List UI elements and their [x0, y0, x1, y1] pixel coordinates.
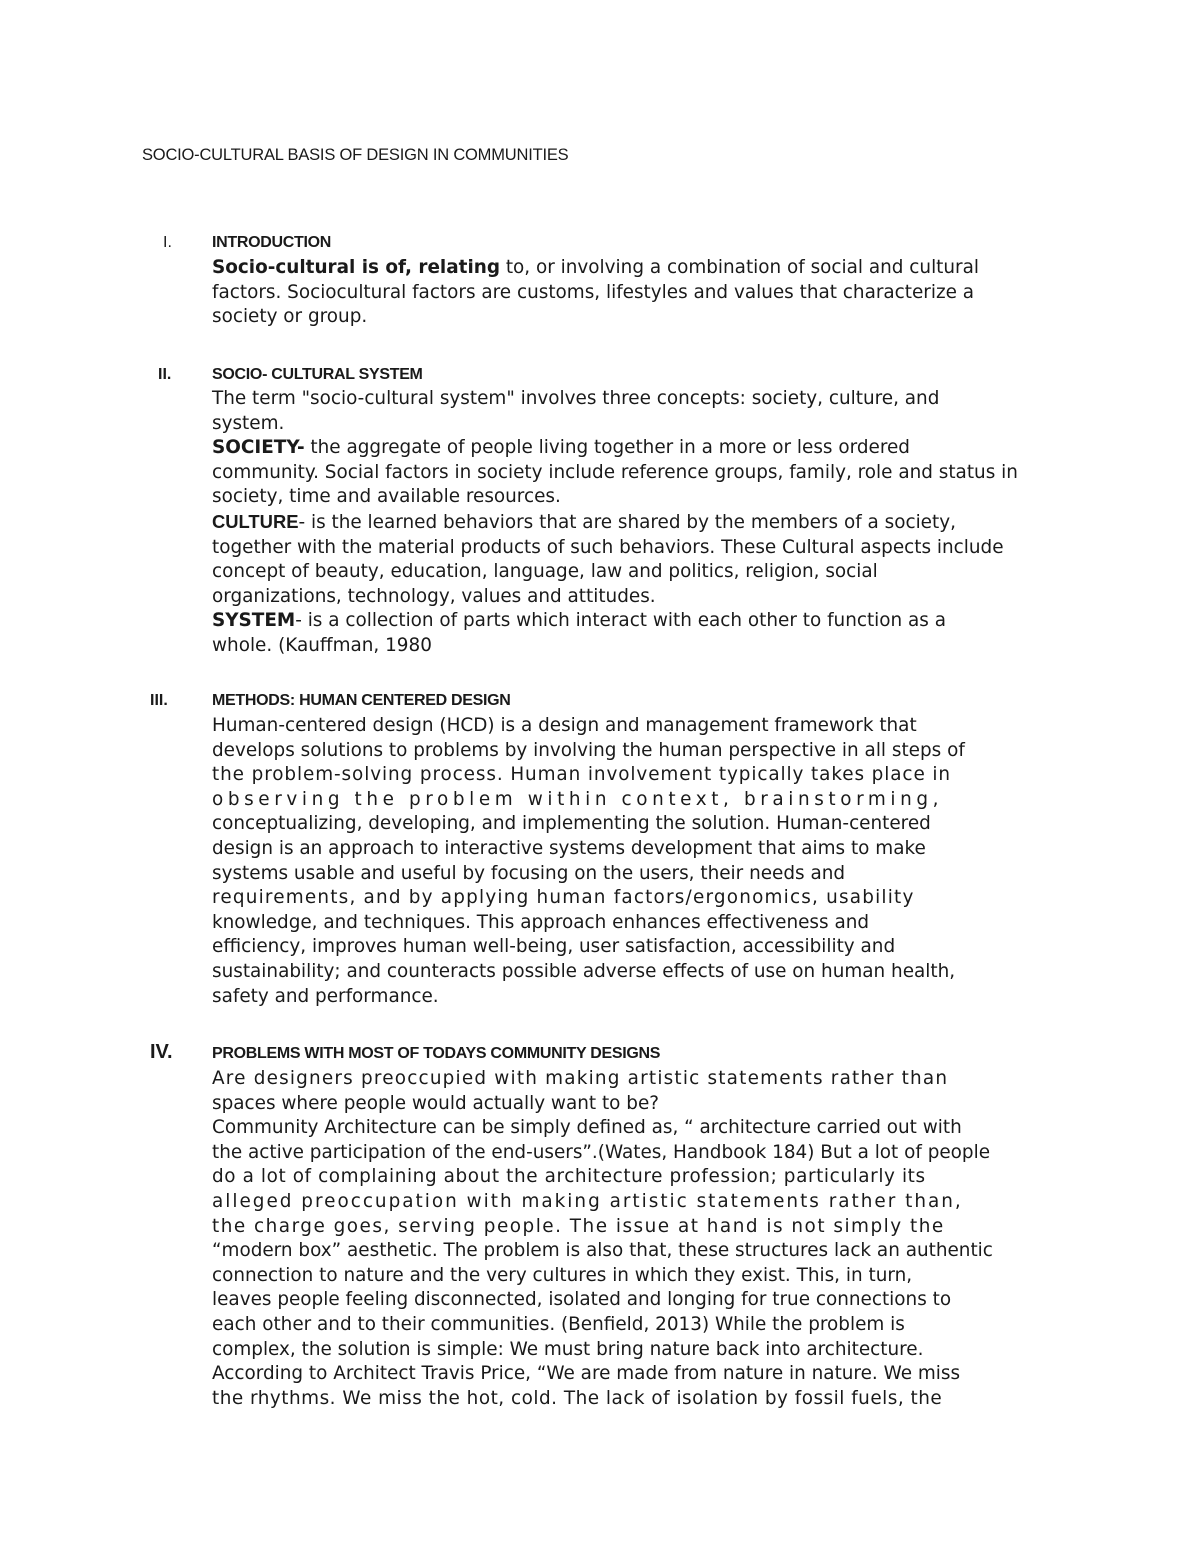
paragraph-line: the rhythms. We miss the hot, cold. The lack of isolation by fossil fuels, the — [212, 1387, 943, 1409]
section-heading: METHODS: HUMAN CENTERED DESIGN — [212, 692, 511, 709]
paragraph-line: knowledge, and techniques. This approach enhances effectiveness and — [212, 911, 870, 933]
paragraph-line: system. — [212, 412, 285, 434]
paragraph-line: spaces where people would actually want to be? — [212, 1092, 660, 1114]
section-body — [212, 387, 1072, 659]
paragraph-line: Human-centered design (HCD) is a design and management framework that — [212, 715, 917, 736]
paragraph-line: society, time and available resources. — [212, 486, 561, 508]
paragraph-line: community. Social factors in society include reference groups, family, role and status in — [212, 461, 1018, 483]
line-text: - is a collection of parts which interact with each other to function as a — [295, 610, 947, 632]
section-body — [212, 714, 1072, 1009]
paragraph-line: “modern box” aesthetic. The problem is also that, these structures lack an authentic — [212, 1240, 993, 1262]
paragraph-line — [212, 436, 1072, 461]
line-text: - is the learned behaviors that are shared by the members of a society, — [298, 511, 956, 533]
section-heading: PROBLEMS WITH MOST OF TODAYS COMMUNITY DESIGNS — [212, 1045, 661, 1062]
document-title: SOCIO-CULTURAL BASIS OF DESIGN IN COMMUNITIES — [142, 146, 569, 164]
paragraph-line: Community Architecture can be simply defined as, “ architecture carried out with — [212, 1117, 962, 1139]
paragraph-line: the active participation of the end-users”.(Wates, Handbook 184) But a lot of people — [212, 1141, 991, 1163]
section-heading: SOCIO- CULTURAL SYSTEM — [212, 366, 423, 383]
paragraph-line: society or group. — [212, 306, 368, 328]
paragraph-line: do a lot of complaining about the architecture profession; particularly its — [212, 1166, 926, 1188]
paragraph-line: Are designers preoccupied with making artistic statements rather than — [212, 1068, 949, 1089]
paragraph-line: conceptualizing, developing, and implementing the solution. Human-centered — [212, 813, 931, 835]
paragraph-line — [212, 256, 1072, 281]
paragraph-line: systems usable and useful by focusing on the users, their needs and — [212, 862, 846, 884]
section-heading: INTRODUCTION — [212, 234, 332, 251]
line-text: to, or involving a combination of social and cultural — [500, 257, 979, 278]
term-culture: CULTURE — [212, 510, 299, 532]
paragraph-line: develops solutions to problems by involving the human perspective in all steps of — [212, 739, 965, 761]
paragraph-line: leaves people feeling disconnected, isolated and longing for true connections to — [212, 1289, 952, 1311]
paragraph-line: According to Architect Travis Price, “We are made from nature in nature. We miss — [212, 1363, 961, 1385]
section-numeral: II. — [158, 366, 172, 383]
paragraph-line: concept of beauty, education, language, law and politics, religion, social — [212, 561, 878, 583]
section-numeral: IV. — [150, 1041, 173, 1063]
section-numeral: III. — [150, 692, 168, 709]
paragraph-line — [212, 609, 1072, 634]
section-body — [212, 256, 1072, 330]
paragraph-line: alleged preoccupation with making artistic statements rather than, — [212, 1190, 963, 1212]
paragraph-line: together with the material products of such behaviors. These Cultural aspects include — [212, 536, 1004, 558]
paragraph-line: sustainability; and counteracts possible adverse effects of use on human health, — [212, 960, 956, 982]
paragraph-line: the charge goes, serving people. The issue at hand is not simply the — [212, 1215, 945, 1237]
paragraph-line: the problem-solving process. Human involvement typically takes place in — [212, 764, 951, 786]
paragraph-line: requirements, and by applying human factors/ergonomics, usability — [212, 887, 915, 909]
paragraph-line: safety and performance. — [212, 985, 439, 1007]
section-numeral: I. — [163, 234, 172, 251]
paragraph-line: design is an approach to interactive systems development that aims to make — [212, 837, 926, 859]
paragraph-line: connection to nature and the very cultures in which they exist. This, in turn, — [212, 1264, 913, 1286]
paragraph-line: The term "socio-cultural system" involves three concepts: society, culture, and — [212, 388, 940, 409]
term-system: SYSTEM — [212, 610, 296, 632]
paragraph-line: efficiency, improves human well-being, user satisfaction, accessibility and — [212, 936, 896, 958]
section-body — [212, 1067, 1072, 1411]
paragraph-line: each other and to their communities. (Benfield, 2013) While the problem is — [212, 1313, 905, 1335]
term-society: SOCIETY- — [212, 437, 305, 459]
paragraph-line — [212, 510, 1072, 536]
paragraph-line: factors. Sociocultural factors are customs, lifestyles and values that characterize a — [212, 281, 975, 303]
paragraph-line: organizations, technology, values and attitudes. — [212, 585, 656, 607]
emphasis-text: Socio-cultural is of, relating — [212, 257, 500, 278]
paragraph-line: complex, the solution is simple: We must bring nature back into architecture. — [212, 1338, 924, 1360]
paragraph-line: observing the problem within context, brainstorming, — [212, 788, 944, 810]
line-text: the aggregate of people living together in a more or less ordered — [304, 437, 910, 459]
paragraph-line: whole. (Kauffman, 1980 — [212, 634, 432, 656]
